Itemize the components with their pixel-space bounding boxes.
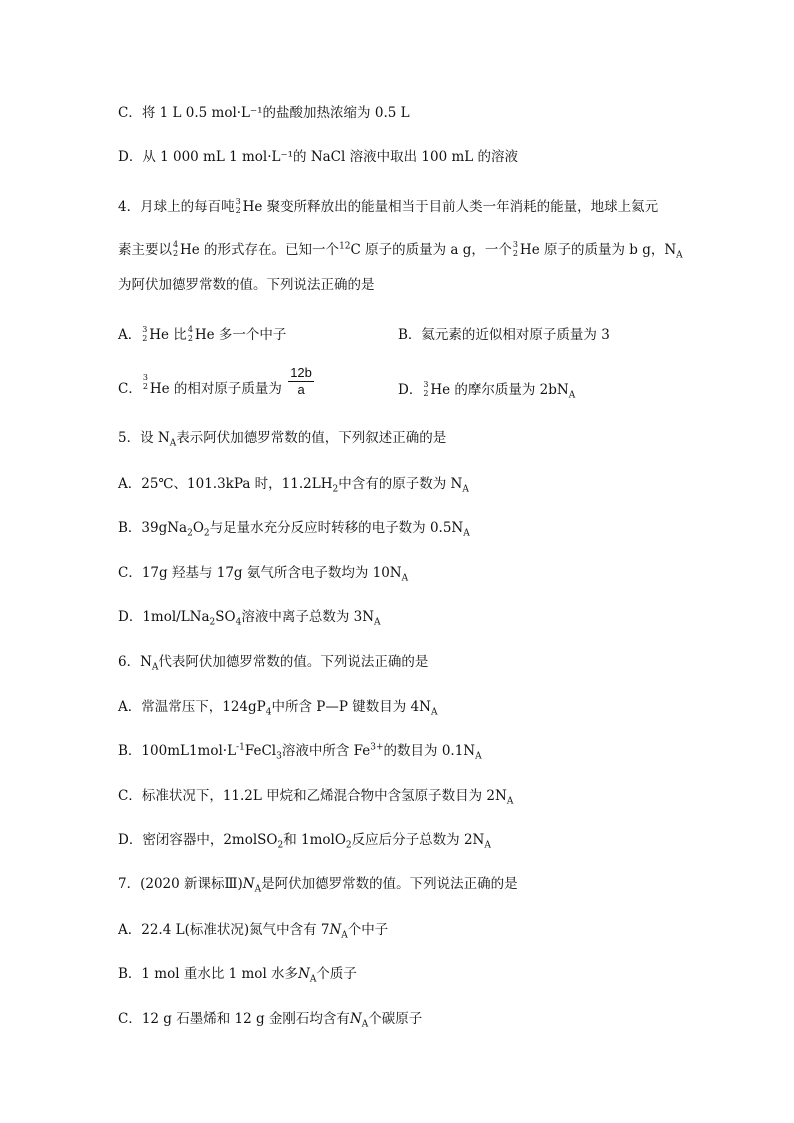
q7-option-c: C．12 g 石墨烯和 12 g 金刚石均含有$N_A$个碳原子 (118, 1011, 423, 1030)
isotope-he3: 3 2 (235, 197, 241, 215)
q5-stem: 5．设 $N_A$表示阿伏加德罗常数的值，下列叙述正确的是 (118, 430, 447, 449)
q7-option-b: B．1 mol 重水比 1 mol 水多$N_A$个质子 (118, 966, 357, 985)
q5-option-d: D．$1mol/LNa_2SO_4$溶液中离子总数为 $3N_A$ (118, 609, 381, 628)
q3-option-c: C．将 1 L 0.5 mol·L⁻¹的盐酸加热浓缩为 0.5 L (118, 105, 410, 121)
q6-stem: 6．$N_A$代表阿伏加德罗常数的值。下列说法正确的是 (118, 654, 429, 673)
isotope-he4: 4 2 (173, 240, 179, 258)
q4-option-b: B．氦元素的近似相对原子质量为 3 (398, 327, 610, 343)
q6-option-d: D．密闭容器中，2molSO$_2$和 1molO$_2$反应后分子总数为 $2N_A$ (118, 832, 491, 851)
q3-option-d: D．从 1 000 mL 1 mol·L⁻¹的 NaCl 溶液中取出 100 mL 的溶液 (118, 149, 519, 165)
q4-stem-line1: 4．月球上的每百吨 3 2 He 聚变所释放出的能量相当于目前人类一年消耗的能量，地球上氦元 (118, 197, 659, 215)
isotope-he3: 3 2 (142, 373, 148, 391)
q6-option-c: C．标准状况下，11.2L 甲烷和乙烯混合物中含氢原子数目为 $2N_A$ (118, 788, 514, 807)
q4-stem-line3: 为阿伏加德罗常数的值。下列说法正确的是 (118, 277, 375, 293)
q7-stem: 7．(2020 新课标$Ⅲ)N_A$是阿伏加德罗常数的值。下列说法正确的是 (118, 876, 518, 895)
q7-option-a: A．22.4 L(标准状况)氮气中含有 $7N_A$个中子 (118, 922, 389, 941)
q4-option-c: C． 3 2 He 的相对原子质量为 $\frac{12b}{a}$ (118, 365, 312, 397)
q5-option-a: A．25℃、101.3kPa 时，$11.2LH_2$中含有的原子数为 $N_A$ (118, 476, 469, 495)
q4-stem-line2: 素主要以 4 2 He 的形式存在。已知一个$^{12}$C 原子的质量为 a g，一个 3 2 He 原子的质量为 b g，$N_A$ (118, 240, 683, 261)
isotope-he3: 3 2 (512, 240, 519, 258)
isotope-he3: 3 2 (423, 380, 429, 398)
q5-option-c: C．17g 羟基与 17g 氨气所含电子数均为 $10N_A$ (118, 565, 409, 584)
q6-option-a: A．常温常压下，$124gP_4$中所含 P—P 键数目为 $4N_A$ (118, 699, 438, 718)
fraction-12b-over-a: $\frac{12b}{a}$ (290, 365, 312, 397)
q4-option-d: D． 3 2 He 的摩尔质量为 $2bN_A$ (398, 380, 576, 401)
q4-option-a: A． 3 2 He 比 4 2 He 多一个中子 (118, 325, 287, 343)
isotope-he3: 3 2 (142, 325, 148, 343)
isotope-he4: 4 2 (187, 325, 193, 343)
q5-option-b: B．$39gNa_2O_2$与足量水充分反应时转移的电子数为 $0.5N_A$ (118, 520, 470, 539)
q6-option-b: B．$100mL1mol\cdot L^{-1}FeCl_3$溶液中所含 $Fe^{3+}$的数目为 $0.1N_A$ (118, 742, 482, 762)
